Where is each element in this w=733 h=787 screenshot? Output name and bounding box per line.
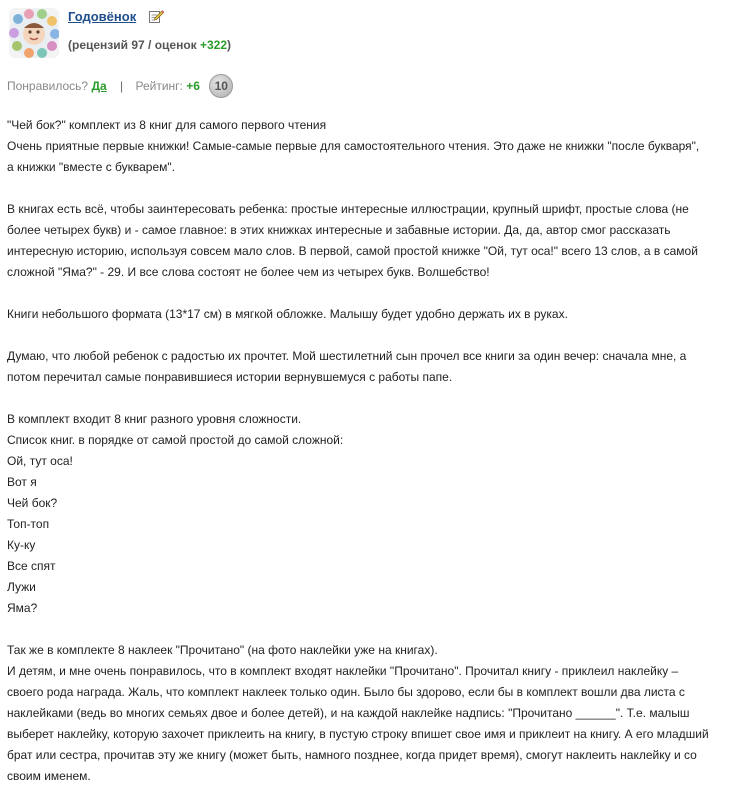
edit-icon[interactable] (148, 8, 164, 24)
review-line: брат или сестра, прочитав эту же книгу (может быть, намного позднее, когда придет время), смогут наклеить наклейку и со (7, 748, 697, 762)
rating-value: +6 (186, 79, 200, 93)
user-stats (68, 38, 231, 52)
review-line: И детям, и мне очень понравилось, что в комплект входят наклейки "Прочитано". Прочитал книгу - приклеил наклейку – (7, 664, 679, 678)
book-list-item: Топ-топ (7, 517, 50, 531)
liked-yes-link[interactable]: Да (91, 79, 107, 93)
review-body (7, 115, 719, 787)
review-line: Думаю, что любой ребенок с радостью их прочтет. Мой шестилетний сын прочел все книги за один вечер: сначала мне, а (7, 349, 687, 363)
review-header (7, 6, 727, 62)
review-rating-row (7, 74, 233, 98)
review-line: Очень приятные первые книжки! Самые-самые первые для самостоятельного чтения. Это даже не книжки "после букваря", (7, 139, 700, 153)
book-list-item: Ой, тут оса! (7, 454, 73, 468)
score-badge: 10 (209, 74, 233, 98)
review-line: а книжки "вместе с букварем". (7, 160, 175, 174)
book-list-item: Яма? (7, 601, 38, 615)
review-line: интересную историю, используя совсем мало слов. В первой, самой простой книжке "Ой, тут оса!" всего 13 слов, а в самой (7, 244, 698, 258)
book-list-item: Лужи (7, 580, 36, 594)
avatar-image-icon (9, 8, 59, 58)
review-line: Список книг. в порядке от самой простой до самой сложной: (7, 433, 344, 447)
review-line: своим именем. (7, 769, 91, 783)
review-line: В книгах есть всё, чтобы заинтересовать ребенка: простые интересные иллюстрации, крупный шрифт, простые слова (не (7, 202, 689, 216)
username-link[interactable]: Годовёнок (68, 9, 137, 24)
book-list-item: Ку-ку (7, 538, 36, 552)
stats-prefix: (рецензий 97 / оценок (68, 38, 200, 52)
review-line: потом перечитал самые понравившиеся истории вернувшемуся с работы папе. (7, 370, 453, 384)
liked-label: Понравилось? (7, 79, 89, 93)
book-list-item: Все спят (7, 559, 56, 573)
review-line: сложной "Яма?" - 29. И все слова состоят не более чем из четырех букв. Волшебство! (7, 265, 490, 279)
review-line: Книги небольшого формата (13*17 см) в мягкой обложке. Малышу будет удобно держать их в руках. (7, 307, 568, 321)
review-line: наклейками (ведь во многих семьях двое и более детей), и на каждой наклейке надпись: "Прочитано ______". Т.е. малыш (7, 706, 690, 720)
rating-label: Рейтинг: (135, 79, 183, 93)
stats-plus-score: +322 (200, 38, 228, 52)
review-line: выберет наклейку, которую захочет приклеить на книгу, в пустую строку впишет свое имя и приклеит на книгу. А его младший (7, 727, 709, 741)
avatar[interactable] (9, 8, 59, 58)
review-line: своего рода награда. Жаль, что комплект наклеек только один. Было бы здорово, если бы в комплект вошли два листа с (7, 685, 685, 699)
book-list-item: Чей бок? (7, 496, 58, 510)
review-line: В комплект входит 8 книг разного уровня сложности. (7, 412, 302, 426)
stats-suffix: ) (227, 38, 232, 52)
review-line: Так же в комплекте 8 наклеек "Прочитано" (на фото наклейки уже на книгах). (7, 643, 438, 657)
book-list-item: Вот я (7, 475, 37, 489)
review-line: более четырех букв) и - самое главное: в этих книжках интересные и забавные истории. Да, да, автор смог рассказать (7, 223, 671, 237)
review-line: "Чей бок?" комплект из 8 книг для самого первого чтения (7, 118, 327, 132)
rating-separator: | (120, 79, 124, 93)
